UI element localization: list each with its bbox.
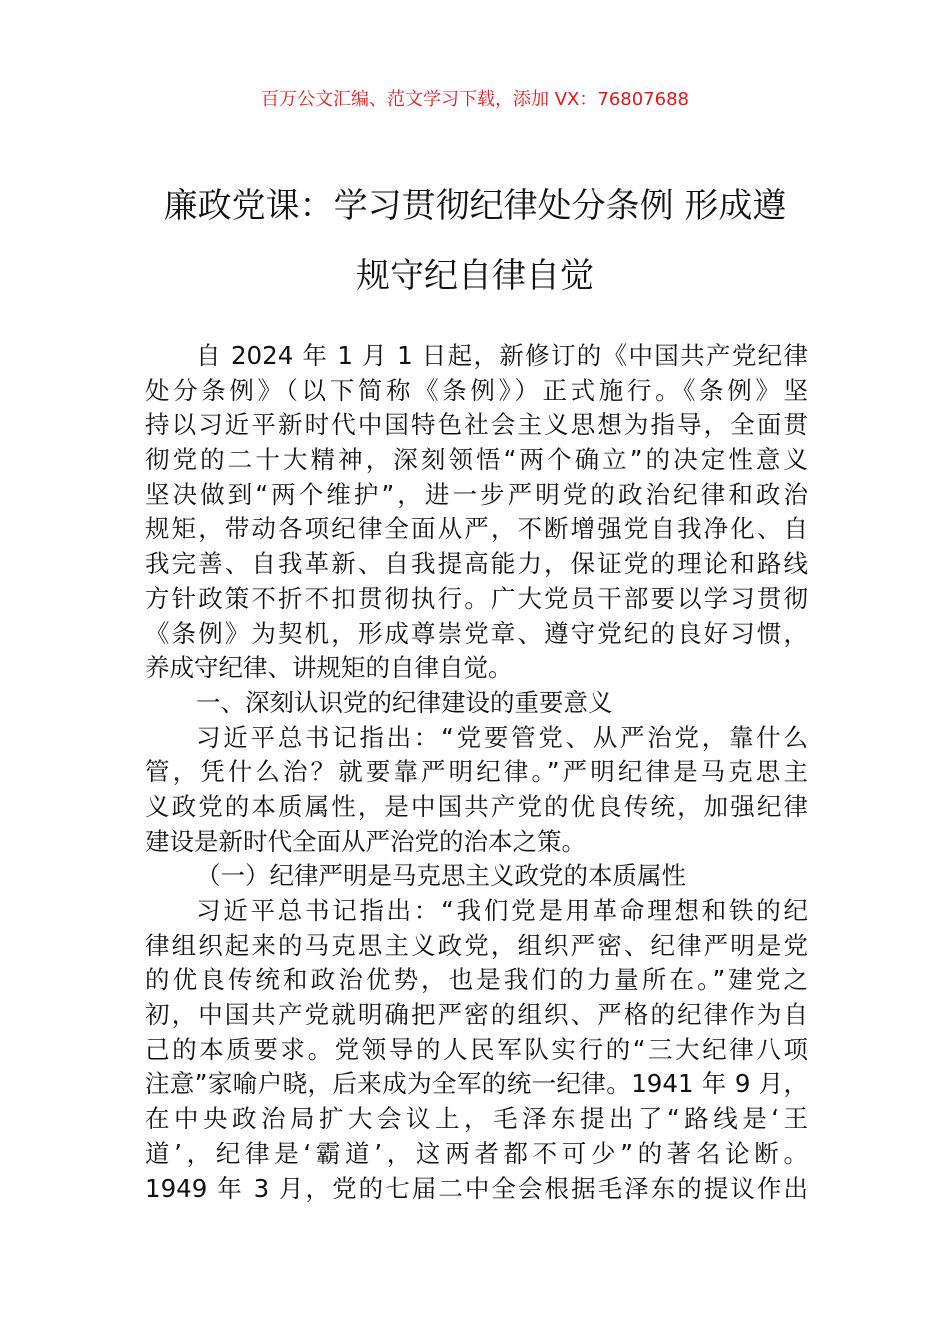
body-text-line: 规矩，带动各项纪律全面从严，不断增强党自我净化、自: [145, 514, 808, 544]
body-text-line: 处分条例》（以下简称《条例》）正式施行。《条例》坚: [145, 375, 808, 405]
body-text-line: 自 2024 年 1 月 1 日起，新修订的《中国共产党纪律: [196, 341, 808, 370]
body-text-line: 义政党的本质属性，是中国共产党的优良传统，加强纪律: [145, 791, 808, 821]
body-text-line: 注意”家喻户晓，后来成为全军的统一纪律。1941 年 9 月，: [145, 1069, 808, 1099]
body-text-line: 方针政策不折不扣贯彻执行。广大党员干部要以学习贯彻: [145, 583, 808, 613]
document-title-line-1: 廉政党课：学习贯彻纪律处分条例 形成遵: [163, 186, 787, 226]
body-text-line: 律组织起来的马克思主义政党，组织严密、纪律严明是党: [145, 930, 808, 960]
body-text-line: 我完善、自我革新、自我提高能力，保证党的理论和路线: [145, 549, 808, 579]
body-text-line: 习近平总书记指出：“我们党是用革命理想和铁的纪: [196, 896, 808, 925]
body-text-line: 一、深刻认识党的纪律建设的重要意义: [196, 687, 613, 717]
watermark-header: 百万公文汇编、范文学习下载，添加 VX：76807688: [261, 89, 689, 110]
body-text-line: 彻党的二十大精神，深刻领悟“两个确立”的决定性意义: [145, 445, 808, 475]
body-text-line: 建设是新时代全面从严治党的治本之策。: [145, 826, 586, 856]
body-text-line: 坚决做到“两个维护”，进一步严明党的政治纪律和政治: [145, 479, 808, 509]
document-title-line-2: 规守纪自律自觉: [356, 256, 594, 296]
body-text-line: 初，中国共产党就明确把严密的组织、严格的纪律作为自: [145, 1000, 808, 1030]
body-text-line: 己的本质要求。党领导的人民军队实行的“三大纪律八项: [145, 1034, 808, 1064]
body-text-line: 道’，纪律是‘霸道’，这两者都不可少”的著名论断。: [145, 1138, 808, 1168]
body-text-line: 持以习近平新时代中国特色社会主义思想为指导，全面贯: [145, 410, 808, 440]
body-text-line: 习近平总书记指出：“党要管党、从严治党，靠什么: [196, 722, 808, 752]
body-text-line: 《条例》为契机，形成尊崇党章、遵守党纪的良好习惯，: [145, 618, 808, 648]
document-body: [145, 339, 808, 1206]
body-text-line: （一）纪律严明是马克思主义政党的本质属性: [196, 861, 686, 891]
body-text-line: 管，凭什么治？就要靠严明纪律。”严明纪律是马克思主: [145, 757, 808, 787]
body-text-line: 1949 年 3 月，党的七届二中全会根据毛泽东的提议作出: [145, 1173, 808, 1203]
body-text-line: 在中央政治局扩大会议上，毛泽东提出了“路线是‘王: [145, 1104, 808, 1134]
body-text-line: 的优良传统和政治优势，也是我们的力量所在。”建党之: [145, 965, 808, 995]
body-text-line: 养成守纪律、讲规矩的自律自觉。: [145, 653, 513, 683]
